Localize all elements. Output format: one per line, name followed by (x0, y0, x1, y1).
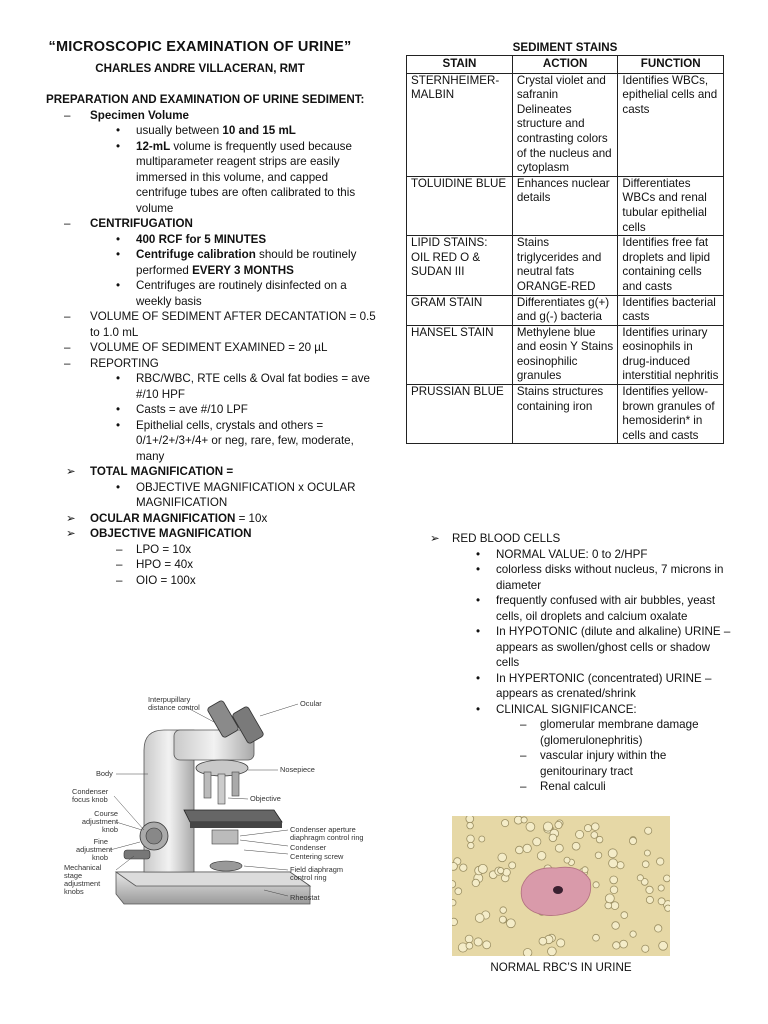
red-blood-cell (460, 864, 467, 871)
bullet: • usually between 10 and 15 mL (116, 124, 296, 137)
centrifugation-item: – CENTRIFUGATION (64, 217, 193, 230)
rbc-micrograph-image (452, 816, 670, 956)
arrow-icon: ➢ (430, 532, 440, 545)
bullet: • In HYPOTONIC (dilute and alkaline) URINE – appears as swollen/ghost cells or shadow cells (476, 625, 731, 669)
red-blood-cell (452, 918, 458, 925)
sediment-stains-table (406, 55, 724, 444)
cell-function: Identifies WBCs, epithelial cells and casts (618, 73, 724, 176)
red-blood-cell (659, 941, 668, 950)
sub-item: – Renal calculi (520, 780, 606, 793)
red-blood-cell (608, 849, 617, 858)
cell-action: Differentiates g(+) and g(-) bacteria (512, 295, 618, 325)
cell-function: Identifies bacterial casts (618, 295, 724, 325)
red-blood-cell (592, 823, 600, 831)
objective-hpo: – HPO = 40x (116, 558, 194, 571)
cell-nucleus (553, 886, 563, 894)
cell-action: Stains triglycerides and neutral fats ORANGE-RED (512, 236, 618, 295)
bullet: • OBJECTIVE MAGNIFICATION x OCULAR MAGNIFICATION (116, 480, 356, 509)
cell-stain: HANSEL STAIN (407, 325, 513, 384)
label-ocular: Ocular (300, 699, 322, 708)
volume-examined-item: – VOLUME OF SEDIMENT EXAMINED = 20 µL (64, 341, 328, 354)
table-row (407, 73, 724, 176)
red-blood-cell (611, 902, 619, 910)
red-blood-cell (593, 882, 599, 888)
red-blood-cell (658, 898, 665, 905)
cell-action: Crystal violet and safranin Delineates structure and contrasting colors of the nucleus and cytoplasm (512, 73, 618, 176)
table-row (407, 236, 724, 295)
bullet: • colorless disks without nucleus, 7 microns in diameter (476, 563, 724, 592)
red-blood-cell (644, 850, 650, 856)
red-blood-cell (572, 842, 580, 850)
red-blood-cell (613, 942, 620, 949)
red-blood-cell (499, 916, 506, 923)
red-blood-cell (576, 830, 584, 838)
red-blood-cell (548, 947, 557, 956)
bullet: • CLINICAL SIGNIFICANCE: (476, 702, 637, 716)
red-blood-cell (533, 838, 541, 846)
objective-magnification-item: ➢ OBJECTIVE MAGNIFICATION (66, 527, 252, 540)
red-blood-cell (642, 945, 649, 952)
red-blood-cell (543, 822, 552, 831)
red-blood-cell (645, 827, 652, 834)
red-blood-cell (610, 886, 618, 894)
label-condenser-focus: Condenser focus knob (72, 787, 109, 804)
bullet: • frequently confused with air bubbles, yeast cells, oil droplets and calcium oxalate (476, 594, 716, 623)
red-blood-cell (621, 912, 628, 919)
bullet: • Centrifuges are routinely disinfected on a weekly basis (116, 279, 347, 308)
label-rheostat: Rheostat (290, 893, 320, 902)
label-nosepiece: Nosepiece (280, 765, 315, 774)
rbc-image-caption: NORMAL RBC’S IN URINE (490, 961, 632, 974)
table-row (407, 295, 724, 325)
red-blood-cell (483, 941, 491, 949)
red-blood-cell (665, 905, 670, 911)
red-blood-cell (584, 825, 591, 832)
cell-stain: STERNHEIMER-MALBIN (407, 73, 513, 176)
label-condenser-aperture: Condenser aperture diaphragm control ring (290, 825, 364, 842)
red-blood-cell (467, 822, 474, 829)
header-action: ACTION (512, 56, 618, 74)
red-blood-cell (595, 852, 602, 859)
red-blood-cell (612, 922, 620, 930)
red-blood-cell (646, 896, 653, 903)
table-row (407, 176, 724, 235)
cell-action: Stains structures containing iron (512, 385, 618, 444)
red-blood-cell (596, 836, 603, 843)
cell-function: Identifies yellow-brown granules of hemosiderin* in cells and casts (618, 385, 724, 444)
label-body: Body (96, 769, 113, 778)
red-blood-cell (620, 940, 628, 948)
red-blood-cell (472, 879, 479, 886)
bullet: • Casts = ave #/10 LPF (116, 403, 248, 416)
cell-function: Identifies urinary eosinophils in drug-induced interstitial nephritis (618, 325, 724, 384)
cell-stain: PRUSSIAN BLUE (407, 385, 513, 444)
red-blood-cell (452, 900, 456, 906)
label-mechanical-stage: Mechanical stage adjustment knobs (64, 863, 102, 896)
red-blood-cell (557, 939, 565, 947)
red-blood-cell (537, 852, 546, 861)
red-blood-cell (474, 938, 482, 946)
table-caption: SEDIMENT STAINS (512, 41, 618, 54)
red-blood-cell (593, 934, 600, 941)
red-blood-cell (605, 894, 614, 903)
bullet: • Epithelial cells, crystals and others = 0/1+/2+/3+/4+ or neg, rare, few, moderate, many (116, 418, 354, 463)
red-blood-cell (555, 821, 562, 828)
red-blood-cell (549, 834, 557, 842)
red-blood-cell (516, 846, 524, 854)
red-blood-cell (629, 837, 636, 844)
red-blood-cell (555, 844, 563, 852)
red-blood-cell (498, 868, 504, 874)
red-blood-cell (637, 875, 643, 881)
red-blood-cell (657, 858, 664, 865)
red-blood-cell (468, 842, 474, 848)
red-blood-cell (509, 862, 516, 869)
red-blood-cell (526, 822, 535, 831)
arrow-icon: ➢ (66, 511, 76, 525)
red-blood-cell (609, 859, 618, 868)
red-blood-cell (467, 835, 475, 843)
red-blood-cell (478, 864, 487, 873)
red-blood-cell (617, 862, 624, 869)
rbc-heading: ➢ RED BLOOD CELLS (430, 532, 561, 545)
specimen-volume-label: Specimen Volume (90, 108, 190, 122)
red-blood-cell (564, 857, 570, 863)
section-title: PREPARATION AND EXAMINATION OF URINE SEDIMENT: (46, 93, 365, 106)
label-condenser: Condenser (290, 843, 327, 852)
reporting-item: – REPORTING (64, 356, 159, 370)
sub-item: – vascular injury within the genitourinary tract (520, 749, 667, 778)
volume-after-item: – VOLUME OF SEDIMENT AFTER DECANTATION = 0.5 to 1.0 mL (64, 310, 376, 339)
red-blood-cell (466, 942, 473, 949)
bullet: • In HYPERTONIC (concentrated) URINE – appears as crenated/shrink (476, 671, 712, 700)
cell-action: Enhances nuclear details (512, 176, 618, 235)
bullet: • RBC/WBC, RTE cells & Oval fat bodies = ave #/10 HPF (116, 372, 370, 401)
bullet: • 12-mL volume is frequently used because multiparameter reagent strips are easily immersed in this volume, and capped centrifuge tubes are often calibrated to this volume (116, 139, 356, 215)
page-title: “MICROSCOPIC EXAMINATION OF URINE” (48, 39, 352, 55)
sub-item: – glomerular membrane damage (glomerulonephritis) (520, 718, 699, 747)
arrow-icon: ➢ (66, 527, 76, 540)
red-blood-cell (539, 937, 547, 945)
red-blood-cell (658, 885, 664, 891)
red-blood-cell (452, 881, 456, 888)
ocular-magnification-item: ➢ OCULAR MAGNIFICATION = 10x (66, 511, 268, 525)
cell-action: Methylene blue and eosin Y Stains eosinophilic granules (512, 325, 618, 384)
red-blood-cell (465, 935, 473, 943)
red-blood-cell (466, 816, 474, 823)
left-column (46, 92, 376, 588)
red-blood-cell (500, 907, 507, 914)
objective-lpo: – LPO = 10x (116, 542, 192, 556)
microscope-diagram (64, 690, 382, 912)
red-blood-cell (502, 820, 509, 827)
red-blood-cell (507, 919, 516, 928)
label-field-diaphragm: Field diaphragm control ring (290, 865, 343, 882)
red-blood-cell (642, 861, 649, 868)
header-stain: STAIN (407, 56, 513, 74)
total-magnification-item: ➢ TOTAL MAGNIFICATION = (66, 465, 234, 478)
bullet: • NORMAL VALUE: 0 to 2/HPF (476, 547, 648, 561)
red-blood-cell (630, 931, 636, 937)
table-row (407, 325, 724, 384)
label-coarse: Course adjustment knob (81, 809, 118, 834)
rbc-section (426, 531, 736, 795)
cell-stain: GRAM STAIN (407, 295, 513, 325)
specimen-volume-item: – Specimen Volume (64, 108, 190, 122)
header-function: FUNCTION (618, 56, 724, 74)
label-centering-screw: Centering screw (290, 852, 344, 861)
red-blood-cell (646, 886, 653, 893)
label-objective: Objective (250, 794, 281, 803)
objective-oio: – OIO = 100x (116, 573, 196, 587)
table-header-row (407, 56, 724, 74)
red-blood-cell (475, 914, 484, 923)
author-line: CHARLES ANDRE VILLACERAN, RMT (95, 62, 305, 75)
red-blood-cell (523, 949, 532, 957)
red-blood-cell (498, 853, 507, 862)
label-ipd: Interpupillary distance control (148, 695, 200, 712)
red-blood-cell (479, 836, 485, 842)
red-blood-cell (523, 844, 531, 852)
cell-function: Differentiates WBCs and renal tubular epithelial cells (618, 176, 724, 235)
rbc-micrograph (452, 816, 670, 956)
table-row (407, 385, 724, 444)
red-blood-cell (610, 876, 618, 884)
cell-stain: TOLUIDINE BLUE (407, 176, 513, 235)
arrow-icon: ➢ (66, 465, 76, 478)
label-fine: Fine adjustment knob (76, 837, 113, 862)
red-blood-cell (455, 888, 462, 895)
bullet: • 400 RCF for 5 MINUTES (116, 232, 267, 246)
cell-function: Identifies free fat droplets and lipid containing cells and casts (618, 236, 724, 295)
red-blood-cell (521, 817, 527, 823)
cell-stain: LIPID STAINS: OIL RED O & SUDAN III (407, 236, 513, 295)
red-blood-cell (452, 863, 457, 871)
red-blood-cell (664, 875, 671, 882)
bullet: • Centrifuge calibration should be routinely performed EVERY 3 MONTHS (116, 248, 357, 277)
red-blood-cell (655, 925, 662, 932)
